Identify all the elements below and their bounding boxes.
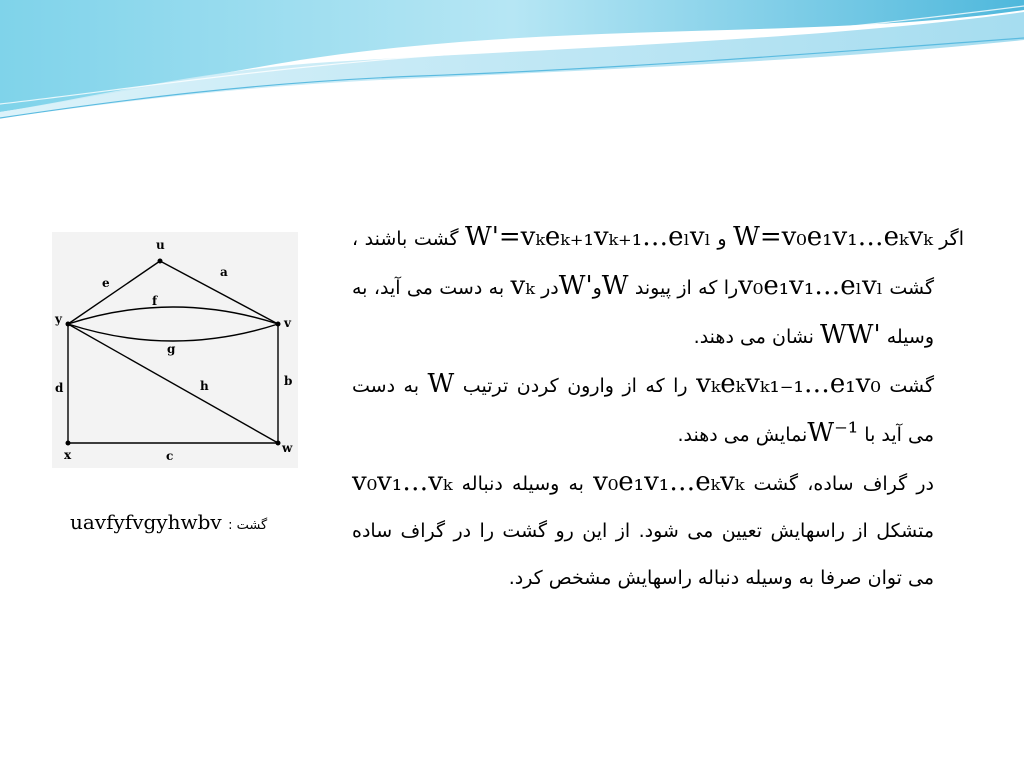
p1-walk-join: v₀e₁v₁…eₗvₗ <box>738 271 883 301</box>
main-text <box>352 214 964 602</box>
p1-w: W <box>601 271 629 301</box>
vertex-v-label: v <box>284 316 291 330</box>
p3-sequence: v₀v₁…vₖ <box>352 467 453 497</box>
p2-walk-rev: vₖeₖvₖ₁₋₁…e₁v₀ <box>696 369 881 399</box>
vertex-y-label: y <box>55 312 62 326</box>
vertex-w-label: w <box>282 441 293 455</box>
edge-g-label: g <box>167 342 176 356</box>
vertex-x-dot <box>66 441 71 446</box>
p1-wprime: W' <box>558 271 593 301</box>
p1-walk-wprime: W'=vₖeₖ₊₁vₖ₊₁…eₗvₗ <box>465 222 711 252</box>
p1-and: و <box>717 228 727 250</box>
p1-text-2: گشت باشند ، گشت <box>352 228 934 299</box>
p3-text-2: به وسیله دنباله <box>461 473 584 495</box>
p2-w-inverse: W⁻¹ <box>807 418 859 448</box>
vertex-v-dot <box>276 322 281 327</box>
vertex-u-label: u <box>156 238 165 252</box>
edge-e-line <box>68 261 160 324</box>
p3-text-3: متشکل از راسهایش تعیین می شود. از این رو گشت را در گراف ساده می توان صرفا به وسیله دنباله راسهایش مشخص کرد. <box>352 520 934 589</box>
p1-word-if: اگر <box>939 228 965 250</box>
paragraph-simple-graph <box>352 459 964 602</box>
edge-e-label: e <box>102 276 110 290</box>
edge-d-label: d <box>55 381 64 395</box>
edge-f-label: f <box>152 294 158 308</box>
caption-walk: uavfyfvgyhwbv <box>70 510 222 534</box>
caption-label: گشت : <box>228 518 268 533</box>
p2-text-1: گشت <box>889 375 935 397</box>
paragraph-walk-join <box>352 214 964 361</box>
p1-text-7: نشان می دهند. <box>693 326 814 348</box>
p1-text-6: به دست می آید، به وسیله <box>352 277 934 348</box>
graph-caption <box>70 510 300 534</box>
edge-a-label: a <box>220 265 228 279</box>
header-wave-decoration <box>0 0 1024 140</box>
p1-text-3: را که از پیوند <box>634 277 739 299</box>
vertex-w-dot <box>276 441 281 446</box>
edge-h-label: h <box>200 379 209 393</box>
paragraph-reverse-walk <box>352 361 964 459</box>
graph-figure <box>52 232 298 468</box>
p2-text-3: به دست می آید با <box>352 375 934 446</box>
p3-text-1: در گراف ساده، گشت <box>753 473 935 495</box>
p2-w: W <box>427 369 455 399</box>
vertex-u-dot <box>158 259 163 264</box>
p1-and-2: و <box>592 277 602 299</box>
p1-walk-w: W=v₀e₁v₁…eₖvₖ <box>733 222 933 252</box>
p2-text-2: را که از وارون کردن ترتیب <box>462 375 688 397</box>
edge-g-line <box>68 324 278 341</box>
p1-ww: WW' <box>820 320 881 350</box>
graph-diagram <box>52 232 298 468</box>
edge-c-label: c <box>166 449 174 463</box>
p2-text-4: نمایش می دهند. <box>677 424 808 446</box>
p1-in: در <box>541 277 559 299</box>
edge-b-label: b <box>284 374 293 388</box>
edge-f-line <box>68 307 278 324</box>
edge-a-line <box>160 261 278 324</box>
vertex-x-label: x <box>64 448 72 462</box>
vertex-y-dot <box>66 322 71 327</box>
p1-vk: vₖ <box>510 271 535 301</box>
p3-walk: v₀e₁v₁…eₖvₖ <box>593 467 745 497</box>
